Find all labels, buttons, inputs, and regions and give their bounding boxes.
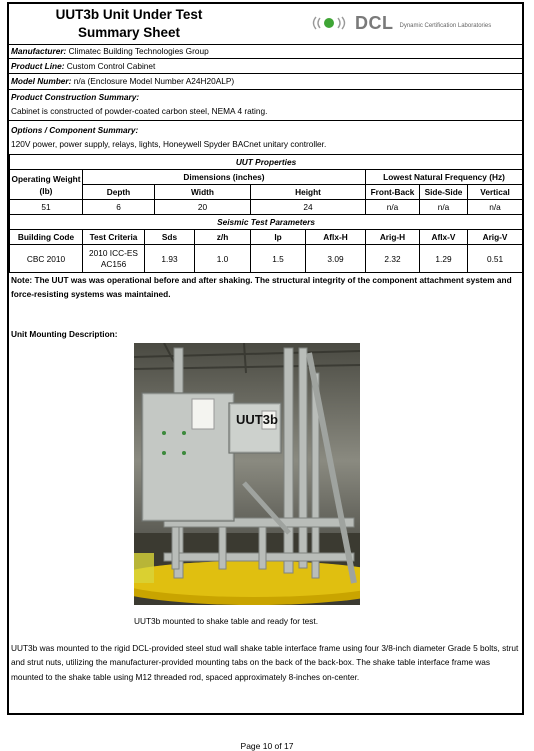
ip-value: 1.5 — [251, 245, 306, 273]
dimensions-header: Dimensions (inches) — [83, 170, 366, 185]
photo-uut-label: UUT3b — [236, 412, 278, 427]
options-label: Options / Component Summary: — [11, 125, 139, 135]
mounting-label: Unit Mounting Description: — [11, 329, 118, 339]
uut-photo — [134, 343, 360, 605]
front-back-value: n/a — [366, 200, 420, 215]
frequency-header: Lowest Natural Frequency (Hz) — [366, 170, 523, 185]
model-row — [9, 74, 522, 90]
sds-value: 1.93 — [145, 245, 195, 273]
col-side-side: Side-Side — [420, 185, 468, 200]
zh-value: 1.0 — [195, 245, 251, 273]
product-line-row — [9, 59, 522, 74]
col-building-code: Building Code — [10, 230, 83, 245]
page-title — [9, 6, 249, 42]
weight-label-line-1: Operating Weight — [11, 173, 81, 184]
page-number: Page 10 of 17 — [240, 741, 294, 751]
summary-sheet — [7, 2, 524, 715]
construction-value: Cabinet is constructed of powder-coated carbon steel, NEMA 4 rating. — [11, 106, 268, 116]
title-line-1: UUT3b Unit Under Test — [55, 7, 203, 22]
uut-properties-table — [9, 154, 523, 215]
side-side-value: n/a — [420, 200, 468, 215]
aflx-h-value: 3.09 — [306, 245, 366, 273]
operating-weight-header — [10, 170, 83, 200]
title-line-2: Summary Sheet — [77, 25, 181, 40]
aflx-v-value: 1.29 — [420, 245, 468, 273]
arig-h-value: 2.32 — [366, 245, 420, 273]
construction-row — [9, 90, 522, 121]
logo-mark-icon — [309, 14, 349, 32]
weight-label-line-2: (lb) — [39, 185, 53, 196]
dcl-logo — [309, 13, 491, 33]
options-value: 120V power, power supply, relays, lights, Honeywell Spyder BACnet unitary controller. — [11, 139, 327, 149]
col-width: Width — [155, 185, 251, 200]
height-value: 24 — [251, 200, 366, 215]
depth-value: 6 — [83, 200, 155, 215]
col-front-back: Front-Back — [366, 185, 420, 200]
weight-value: 51 — [10, 200, 83, 215]
col-depth: Depth — [83, 185, 155, 200]
test-criteria-line-2: AC156 — [100, 258, 127, 269]
manufacturer-row — [9, 44, 522, 59]
manufacturer-label: Manufacturer: — [11, 46, 67, 56]
uut-properties-title: UUT Properties — [10, 155, 523, 170]
logo-text: DCL — [355, 12, 394, 33]
col-ip: Ip — [251, 230, 306, 245]
logo-tagline: Dynamic Certification Laboratories — [399, 23, 492, 29]
col-aflx-v: Aflx-V — [420, 230, 468, 245]
model-label: Model Number: — [11, 76, 72, 86]
photo-caption: UUT3b mounted to shake table and ready for test. — [134, 616, 319, 626]
manufacturer-value: Climatec Building Technologies Group — [68, 46, 209, 56]
test-criteria-line-1: 2010 ICC-ES — [89, 247, 138, 258]
vertical-value: n/a — [468, 200, 523, 215]
col-height: Height — [251, 185, 366, 200]
col-arig-v: Arig-V — [468, 230, 523, 245]
test-note: Note: The UUT was was operational before and after shaking. The structural integrity of the component attachment system and force-resisting systems was maintained. — [11, 275, 512, 299]
options-row — [9, 121, 522, 154]
width-value: 20 — [155, 200, 251, 215]
col-sds: Sds — [145, 230, 195, 245]
col-zh: z/h — [195, 230, 251, 245]
building-code-value: CBC 2010 — [10, 245, 83, 273]
arig-v-value: 0.51 — [468, 245, 523, 273]
construction-label: Product Construction Summary: — [11, 92, 140, 102]
col-aflx-h: Aflx-H — [306, 230, 366, 245]
col-arig-h: Arig-H — [366, 230, 420, 245]
product-line-label: Product Line: — [11, 61, 65, 71]
seismic-title: Seismic Test Parameters — [10, 215, 523, 230]
model-value: n/a (Enclosure Model Number A24H20ALP) — [73, 76, 235, 86]
sheet-header — [9, 4, 522, 45]
seismic-parameters-table — [9, 214, 523, 273]
test-criteria-value — [83, 245, 145, 273]
col-test-criteria: Test Criteria — [83, 230, 145, 245]
mounting-description: UUT3b was mounted to the rigid DCL-provided steel stud wall shake table interface frame using four 3/8-inch diameter Grade 5 bolts, strut and strut nuts, utilizing the manufacturer-provided mounting tabs on the back of the back-box. The shake table interface frame was mounted to the shake table using M12 threaded rod, spaced approximately 8-inches on-center. — [11, 643, 519, 682]
col-vertical: Vertical — [468, 185, 523, 200]
product-line-value: Custom Control Cabinet — [66, 61, 156, 71]
